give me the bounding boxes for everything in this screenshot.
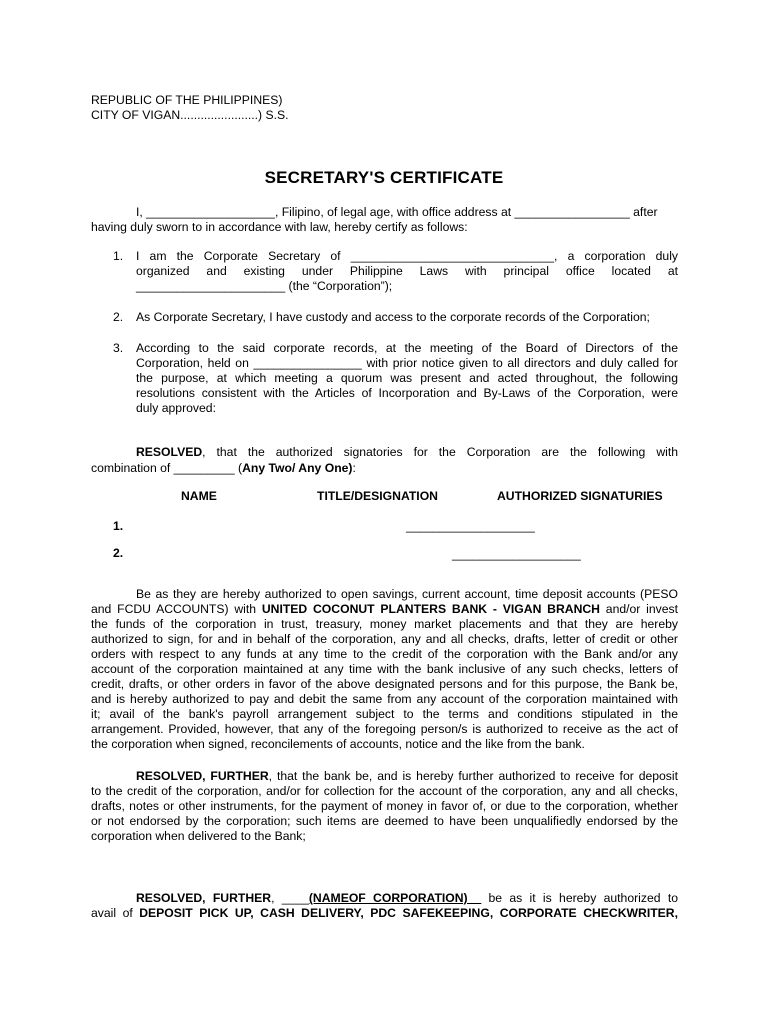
authority-line-2: and FCDU ACCOUNTS) with UNITED COCONUT PLANTERS BANK - VIGAN BRANCH and/or invest bbox=[91, 602, 678, 616]
item-3-line-3: the purpose, at which meeting a quorum was present and acted throughout, the following bbox=[136, 371, 678, 385]
signatory-row-1-line: ___________________ bbox=[406, 519, 535, 533]
signatory-row-1-number: 1. bbox=[113, 519, 124, 533]
item-3-line-5: duly approved: bbox=[136, 401, 216, 415]
authority-line-4: authorized to sign, for and in behalf of the corporation, any and all checks, drafts, letter of credit or other bbox=[91, 632, 678, 646]
item-1-line-3: ______________________ (the “Corporation”); bbox=[136, 279, 393, 293]
column-header-name: NAME bbox=[181, 489, 217, 503]
corporation-name-placeholder: (NAMEOF CORPORATION)__ bbox=[308, 891, 482, 905]
resolved-2-line-3: drafts, notes or other instruments, for the payment of money in favor of, or due to the corporation, whether bbox=[91, 799, 678, 813]
item-1-line-2: organized and existing under Philippine Laws with principal office located at bbox=[136, 264, 678, 278]
resolved-2-line-4: or not endorsed by the corporation; such items are deemed to have been unqualifiedly endorsed by the bbox=[91, 814, 678, 828]
column-header-signatures: AUTHORIZED SIGNATURIES bbox=[497, 489, 663, 503]
resolved-2-keyword: RESOLVED, FURTHER bbox=[136, 769, 269, 783]
signatory-row-2-number: 2. bbox=[113, 546, 124, 560]
resolved-3-line-1: RESOLVED, FURTHER, ____(NAMEOF CORPORATION)__ be as it is hereby authorized to bbox=[136, 891, 678, 905]
authority-line-7: credit, drafts, or other orders in favor of the above designated persons and for this purpose, the Bank be, bbox=[91, 677, 678, 691]
resolved-1-keyword: RESOLVED bbox=[136, 445, 203, 459]
item-3-line-1: According to the said corporate records, at the meeting of the Board of Directors of the bbox=[136, 341, 678, 355]
authority-line-5: orders with respect to any funds at any time to the credit of the corporation with the Bank and/or any bbox=[91, 647, 678, 661]
item-1-number: 1. bbox=[113, 249, 124, 263]
signatory-row-2-line: ___________________ bbox=[452, 547, 581, 561]
authority-line-10: arrangement. Provided, however, that any of the foregoing person/s is authorized to receive as the act of bbox=[91, 722, 678, 736]
item-1-line-1: I am the Corporate Secretary of ______________________________, a corporation duly bbox=[136, 249, 678, 263]
intro-line-1: I, ___________________, Filipino, of legal age, with office address at _________________ after bbox=[136, 205, 658, 219]
resolved-2-line-5: corporation when delivered to the Bank; bbox=[91, 829, 306, 843]
document-title: SECRETARY'S CERTIFICATE bbox=[264, 168, 504, 187]
authority-line-8: and is hereby authorized to pay and debit the same from any account of the corporation maintained with bbox=[91, 692, 678, 706]
resolved-1-line-1: RESOLVED, that the authorized signatories for the Corporation are the following with bbox=[136, 445, 678, 459]
intro-line-2: having duly sworn to in accordance with law, hereby certify as follows: bbox=[91, 220, 468, 234]
services-list: DEPOSIT PICK UP, CASH DELIVERY, PDC SAFEKEEPING, CORPORATE CHECKWRITER, bbox=[139, 906, 678, 920]
resolved-3-line-2: avail of DEPOSIT PICK UP, CASH DELIVERY, PDC SAFEKEEPING, CORPORATE CHECKWRITER, bbox=[91, 906, 678, 920]
resolved-3-keyword: RESOLVED, FURTHER bbox=[136, 891, 272, 905]
item-3-line-4: resolutions consistent with the Articles of Incorporation and By-Laws of the Corporation, were bbox=[136, 386, 678, 400]
column-header-title: TITLE/DESIGNATION bbox=[317, 489, 438, 503]
authority-line-11: the corporation when signed, reconcilements of accounts, notice and the like from the bank. bbox=[91, 737, 585, 751]
authority-line-6: account of the corporation maintained at any time with the bank inclusive of any such checks, letters of bbox=[91, 662, 678, 676]
item-3-line-2: Corporation, held on ________________ with prior notice given to all directors and duly called for bbox=[136, 356, 678, 370]
resolved-1-line-2: combination of _________ (Any Two/ Any One): bbox=[91, 461, 356, 475]
bank-name: UNITED COCONUT PLANTERS BANK - VIGAN BRANCH bbox=[261, 602, 600, 616]
authority-line-3: the funds of the corporation in trust, treasury, money market placements and that they are hereby bbox=[91, 617, 678, 631]
resolved-2-line-2: to the credit of the corporation, and/or for collection for the account of the corporation, any and all checks, bbox=[91, 784, 678, 798]
item-3-number: 3. bbox=[113, 341, 124, 355]
item-2-number: 2. bbox=[113, 310, 124, 324]
authority-line-1: Be as they are hereby authorized to open savings, current account, time deposit accounts (PESO bbox=[136, 587, 678, 601]
authority-line-9: it; avail of the bank's payroll arrangement subject to the terms and conditions stipulated in the bbox=[91, 707, 678, 721]
resolved-2-line-1: RESOLVED, FURTHER, that the bank be, and is hereby further authorized to receive for deposit bbox=[136, 769, 678, 783]
venue-line-2: CITY OF VIGAN.......................) S.S. bbox=[91, 108, 289, 122]
venue-line-1: REPUBLIC OF THE PHILIPPINES) bbox=[91, 93, 283, 107]
item-2-line-1: As Corporate Secretary, I have custody and access to the corporate records of the Corporation; bbox=[136, 310, 650, 324]
